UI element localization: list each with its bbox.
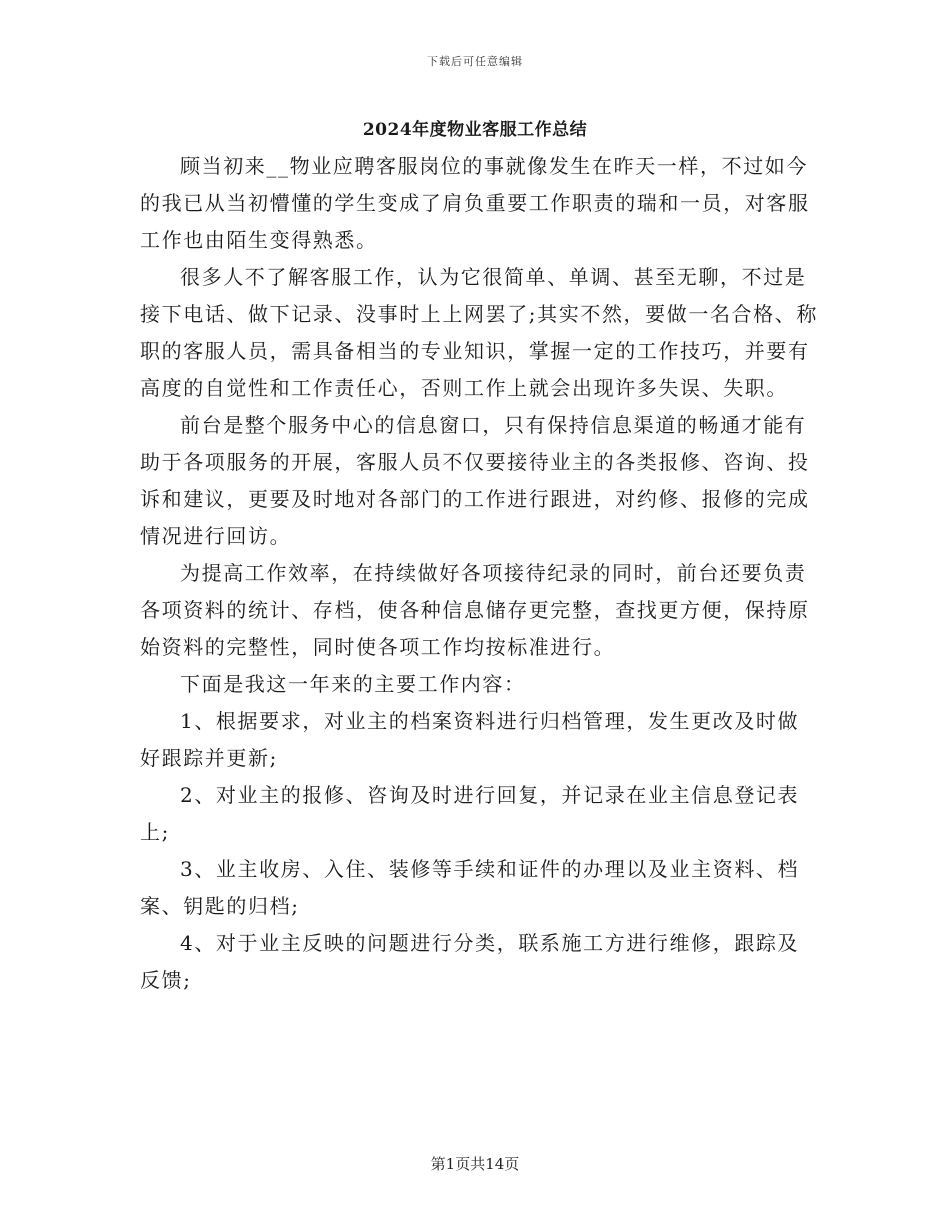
paragraph: 下面是我这一年来的主要工作内容： [180,672,526,696]
paragraph: 前台是整个服务中心的信息窗口，只有保持信息渠道的畅通才能有助于各项服务的开展，客服人员不仅要接待业主的各类报修、咨询、投诉和建议，更要及时地对各部门的工作进行跟进，对约修、报修的完成情况进行回访。 [140,413,810,548]
paragraph: 顾当初来__物业应聘客服岗位的事就像发生在昨天一样，不过如今的我已从当初懵懂的学生变成了肩负重要工作职责的瑞和一员，对客服工作也由陌生变得熟悉。 [140,154,810,252]
paragraph: 为提高工作效率，在持续做好各项接待纪录的同时，前台还要负责各项资料的统计、存档，使各种信息储存更完整，查找更方便，保持原始资料的完整性，同时使各项工作均按标准进行。 [140,561,810,659]
list-item: 3、业主收房、入住、装修等手续和证件的办理以及业主资料、档案、钥匙的归档; [140,857,800,918]
page-number: 第1页共14页 [430,1155,520,1173]
document-title: 2024年度物业客服工作总结 [362,120,588,140]
document-body [140,148,820,999]
list-item: 1、根据要求，对业主的档案资料进行归档管理，发生更改及时做好跟踪并更新; [140,709,800,770]
paragraph: 很多人不了解客服工作，认为它很简单、单调、甚至无聊，不过是接下电话、做下记录、没事时上上网罢了;其实不然，要做一名合格、称职的客服人员，需具备相当的专业知识，掌握一定的工作技巧，并要有高度的自觉性和工作责任心，否则工作上就会出现许多失误、失职。 [140,265,818,400]
header-note: 下载后可任意编辑 [427,55,523,68]
list-item: 4、对于业主反映的问题进行分类，联系施工方进行维修，跟踪及反馈; [140,931,800,992]
list-item: 2、对业主的报修、咨询及时进行回复，并记录在业主信息登记表上; [140,783,800,844]
